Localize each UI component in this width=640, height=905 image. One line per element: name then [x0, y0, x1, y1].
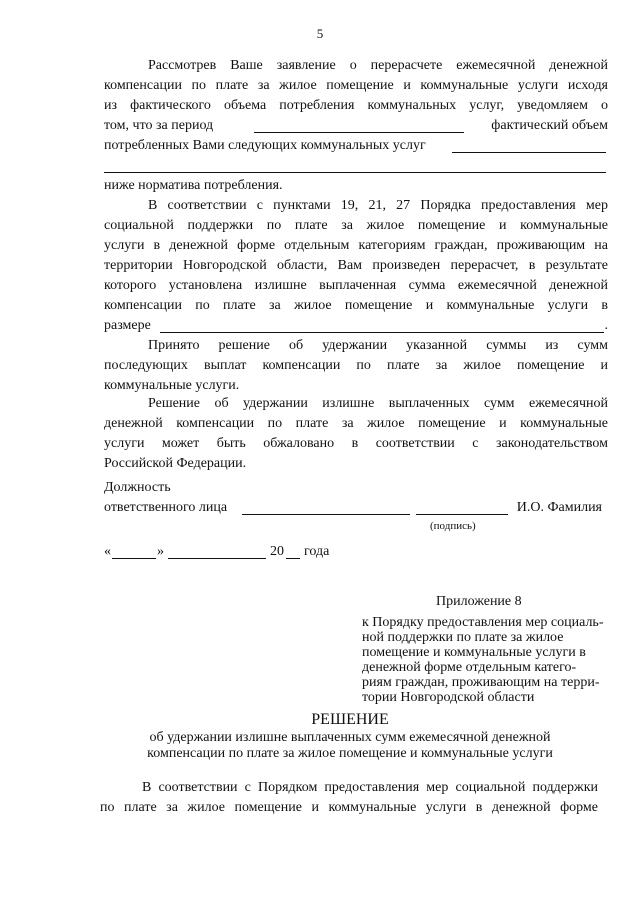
text-line: компенсации по плате за жилое помещение и коммунальные услуги исходя [104, 78, 608, 93]
text-line: Российской Федерации. [104, 456, 247, 471]
text-position: Должность [104, 480, 171, 495]
text-line: коммунальные услуги. [104, 378, 240, 393]
signature-line [104, 498, 608, 518]
paragraph-decision-body [100, 778, 598, 818]
signature-blank[interactable] [416, 500, 508, 515]
text-line: социальной поддержки по плате за жилое помещение и коммунальные [104, 218, 608, 233]
services-line [104, 136, 608, 156]
page-number: 5 [316, 26, 324, 41]
text-open-quote: « [104, 544, 111, 559]
text-official: ответственного лица [104, 500, 228, 515]
text-line: Рассмотрев Ваше заявление о перерасчете ежемесячной денежной [148, 58, 608, 73]
text-line: компенсации по плате за жилое помещение и коммунальные услуги в [104, 298, 608, 313]
appendix-reference [362, 615, 608, 705]
appendix-line: тории Новгородской области [362, 690, 535, 705]
text-signature-caption: (подпись) [430, 520, 476, 532]
services-blank-continued[interactable] [104, 158, 606, 173]
text-period-mark: . [604, 318, 608, 333]
period-line [104, 116, 608, 136]
text-line: В соответствии с пунктами 19, 21, 27 Порядка предоставления мер [148, 198, 608, 213]
signature-caption-line [104, 518, 608, 534]
year-blank[interactable] [286, 544, 300, 559]
appendix-line: ной поддержки по плате за жилое [362, 630, 564, 645]
text-line: Принято решение об удержании указанной суммы из сумм [148, 338, 608, 353]
text-line: по плате за жилое помещение и коммунальные услуги в денежной форме [100, 800, 598, 815]
text-line: услуги в денежной форме отдельным категориям граждан, проживающим на [104, 238, 608, 253]
date-row [104, 542, 608, 562]
official-blank[interactable] [242, 500, 410, 515]
period-blank[interactable] [254, 118, 464, 133]
text-year-prefix: 20 [270, 544, 284, 559]
services-blank[interactable] [452, 138, 606, 153]
paragraph-recalculation [104, 196, 608, 336]
appendix-line: денежной форме отдельным катего- [362, 660, 577, 675]
text-services-label: потребленных Вами следующих коммунальных услуг [104, 138, 426, 153]
text-year-word: года [304, 544, 330, 559]
text-period-label: том, что за период [104, 118, 214, 133]
text-line: В соответствии с Порядком предоставления мер социальной поддержки [142, 780, 598, 795]
appendix-title: Приложение 8 [436, 594, 522, 609]
paragraph-notification [104, 56, 608, 196]
services-continuation-line [104, 156, 608, 176]
text-line: ниже норматива потребления. [104, 178, 283, 193]
month-blank[interactable] [168, 544, 266, 559]
appendix-line: риям граждан, проживающим на терри- [362, 675, 600, 690]
decision-subtitle-line: компенсации по плате за жилое помещение и коммунальные услуги [147, 746, 553, 761]
text-line: из фактического объема потребления коммунальных услуг, уведомляем о [104, 98, 608, 113]
text-line: территории Новгородской области, Вам произведен перерасчет, в результате [104, 258, 608, 273]
text-actual-volume: фактический объем [491, 118, 608, 133]
amount-blank[interactable] [160, 318, 604, 333]
text-line: денежной компенсации по плате за жилое помещение и коммунальные [104, 416, 608, 431]
text-line: Решение об удержании излишне выплаченных сумм ежемесячной [148, 396, 608, 411]
decision-heading: РЕШЕНИЕ [311, 711, 389, 728]
date-line [104, 542, 608, 562]
day-blank[interactable] [112, 544, 156, 559]
text-line: которого установлена излишне выплаченная сумма ежемесячной денежной [104, 278, 608, 293]
text-full-name: И.О. Фамилия [516, 500, 602, 515]
appendix-line: к Порядку предоставления мер социаль- [362, 615, 604, 630]
text-line: последующих выплат компенсации по плате за жилое помещение и [104, 358, 608, 373]
paragraph-withholding [104, 336, 608, 396]
text-amount-label: размере [104, 318, 151, 333]
text-close-quote: » [157, 544, 164, 559]
decision-subtitle-line: об удержании излишне выплаченных сумм ежемесячной денежной [149, 730, 551, 745]
signature-block [104, 478, 608, 534]
amount-line [104, 316, 608, 336]
text-line: услуги может быть обжаловано в соответствии с законодательством [104, 436, 608, 451]
paragraph-appeal [104, 394, 608, 474]
decision-subtitle [0, 730, 640, 762]
appendix-line: помещение и коммунальные услуги в [362, 645, 586, 660]
